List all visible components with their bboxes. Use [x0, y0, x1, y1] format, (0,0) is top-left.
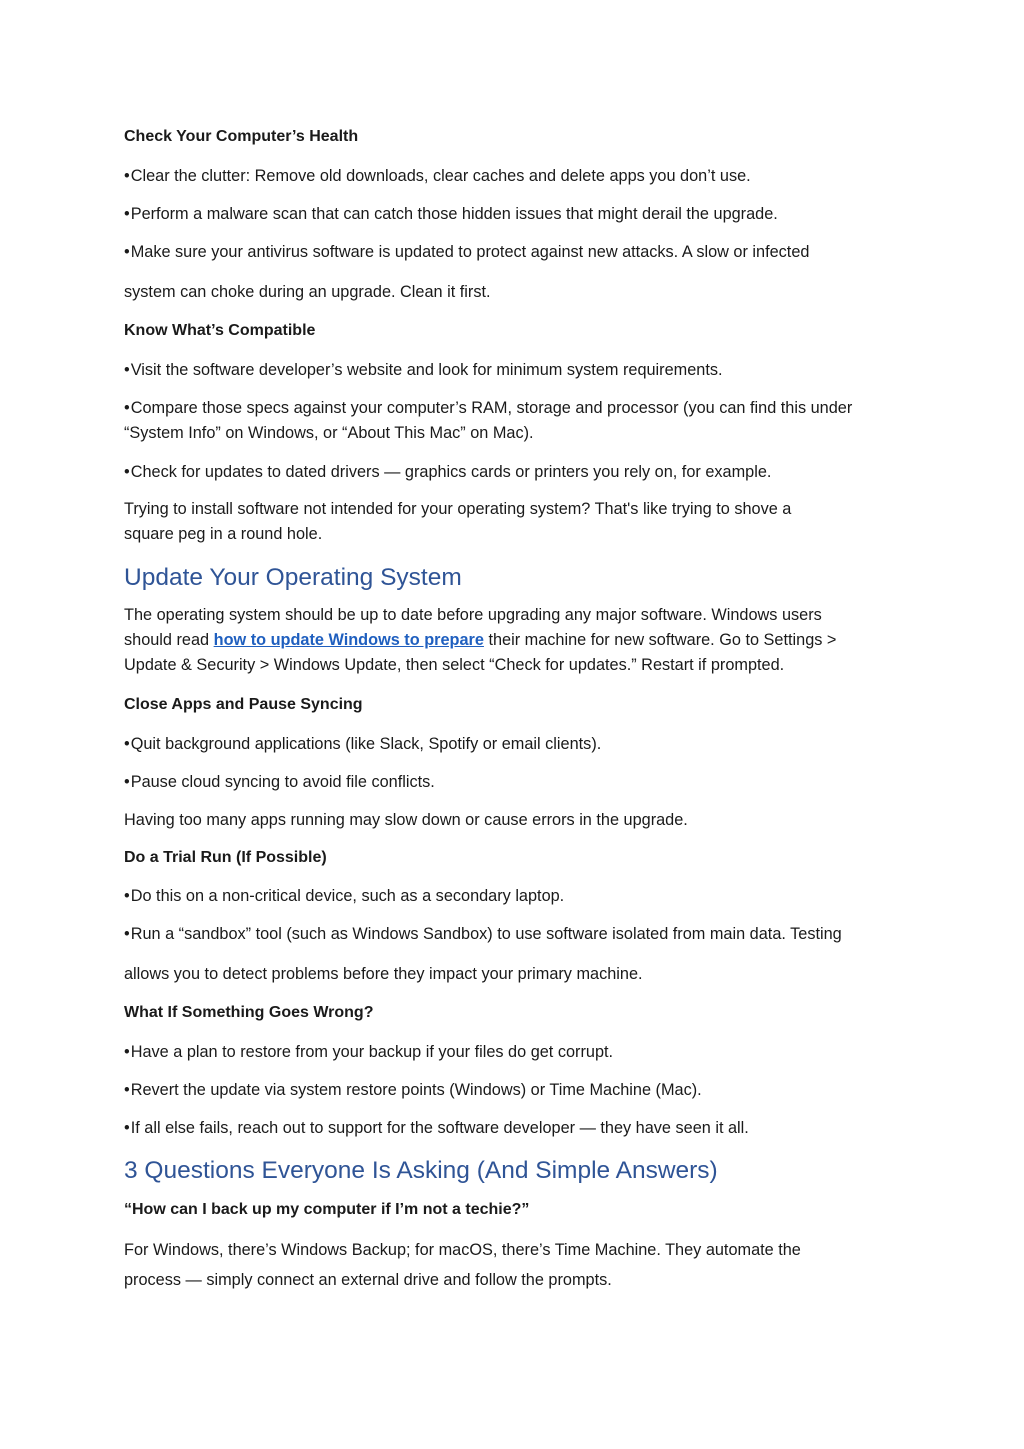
bullet-icon: •: [124, 463, 130, 481]
bullet-icon: •: [124, 1043, 130, 1061]
bullet-compare-specs: •Compare those specs against your computer’s RAM, storage and processor (you can find this under “System Info” on Windows, or “About This Mac” on Mac).: [124, 399, 853, 442]
bullet-icon: •: [124, 887, 130, 905]
paragraph-too-many-apps: Having too many apps running may slow down or cause errors in the upgrade.: [124, 811, 688, 829]
bullet-icon: •: [124, 243, 130, 261]
heading-computer-health: Check Your Computer’s Health: [124, 128, 359, 145]
answer-backup: For Windows, there’s Windows Backup; for macOS, there’s Time Machine. They automate the process — simply connect an external drive and follow the prompts.: [124, 1241, 801, 1289]
bullet-quit-apps: •Quit background applications (like Slack, Spotify or email clients).: [124, 735, 602, 753]
bullet-icon: •: [124, 1081, 130, 1099]
bullet-malware-scan: •Perform a malware scan that can catch those hidden issues that might derail the upgrade.: [124, 205, 778, 223]
bullet-icon: •: [124, 167, 130, 185]
bullet-pause-sync: •Pause cloud syncing to avoid file conflicts.: [124, 773, 435, 791]
heading-update-os: Update Your Operating System: [124, 564, 462, 591]
bullet-restore-backup: •Have a plan to restore from your backup if your files do get corrupt.: [124, 1043, 614, 1061]
bullet-icon: •: [124, 735, 130, 753]
bullet-antivirus: •Make sure your antivirus software is updated to protect against new attacks. A slow or infected: [124, 243, 810, 261]
bullet-contact-support: •If all else fails, reach out to support for the software developer — they have seen it all.: [124, 1119, 749, 1137]
update-windows-link[interactable]: how to update Windows to prepare: [213, 631, 484, 649]
heading-close-apps: Close Apps and Pause Syncing: [124, 696, 363, 713]
heading-trial-run: Do a Trial Run (If Possible): [124, 849, 327, 866]
bullet-non-critical-device: •Do this on a non-critical device, such as a secondary laptop.: [124, 887, 565, 905]
heading-three-questions: 3 Questions Everyone Is Asking (And Simple Answers): [124, 1157, 718, 1184]
bullet-icon: •: [124, 925, 130, 943]
bullet-icon: •: [124, 1119, 130, 1137]
bullet-sandbox-continued: allows you to detect problems before they impact your primary machine.: [124, 965, 643, 983]
bullet-icon: •: [124, 205, 130, 223]
bullet-icon: •: [124, 399, 130, 417]
heading-something-wrong: What If Something Goes Wrong?: [124, 1004, 374, 1021]
paragraph-update-os: The operating system should be up to date before upgrading any major software. Windows users should read how to update Windows to prepare their machine for new software. Go to Settings > Update & Security > Windows Update, then select “Check for updates.” Restart if prompted.: [124, 606, 837, 674]
bullet-revert-update: •Revert the update via system restore points (Windows) or Time Machine (Mac).: [124, 1081, 702, 1099]
bullet-antivirus-continued: system can choke during an upgrade. Clean it first.: [124, 283, 491, 301]
bullet-clear-clutter: •Clear the clutter: Remove old downloads, clear caches and delete apps you don’t use.: [124, 167, 751, 185]
heading-compatible: Know What’s Compatible: [124, 322, 316, 339]
bullet-icon: •: [124, 361, 130, 379]
paragraph-square-peg: Trying to install software not intended for your operating system? That's like trying to shove a square peg in a round hole.: [124, 500, 792, 543]
bullet-sandbox: •Run a “sandbox” tool (such as Windows Sandbox) to use software isolated from main data. Testing: [124, 925, 842, 943]
bullet-icon: •: [124, 773, 130, 791]
question-backup: “How can I back up my computer if I’m not a techie?”: [124, 1201, 530, 1218]
bullet-drivers: •Check for updates to dated drivers — graphics cards or printers you rely on, for example.: [124, 463, 772, 481]
bullet-requirements: •Visit the software developer’s website and look for minimum system requirements.: [124, 361, 723, 379]
